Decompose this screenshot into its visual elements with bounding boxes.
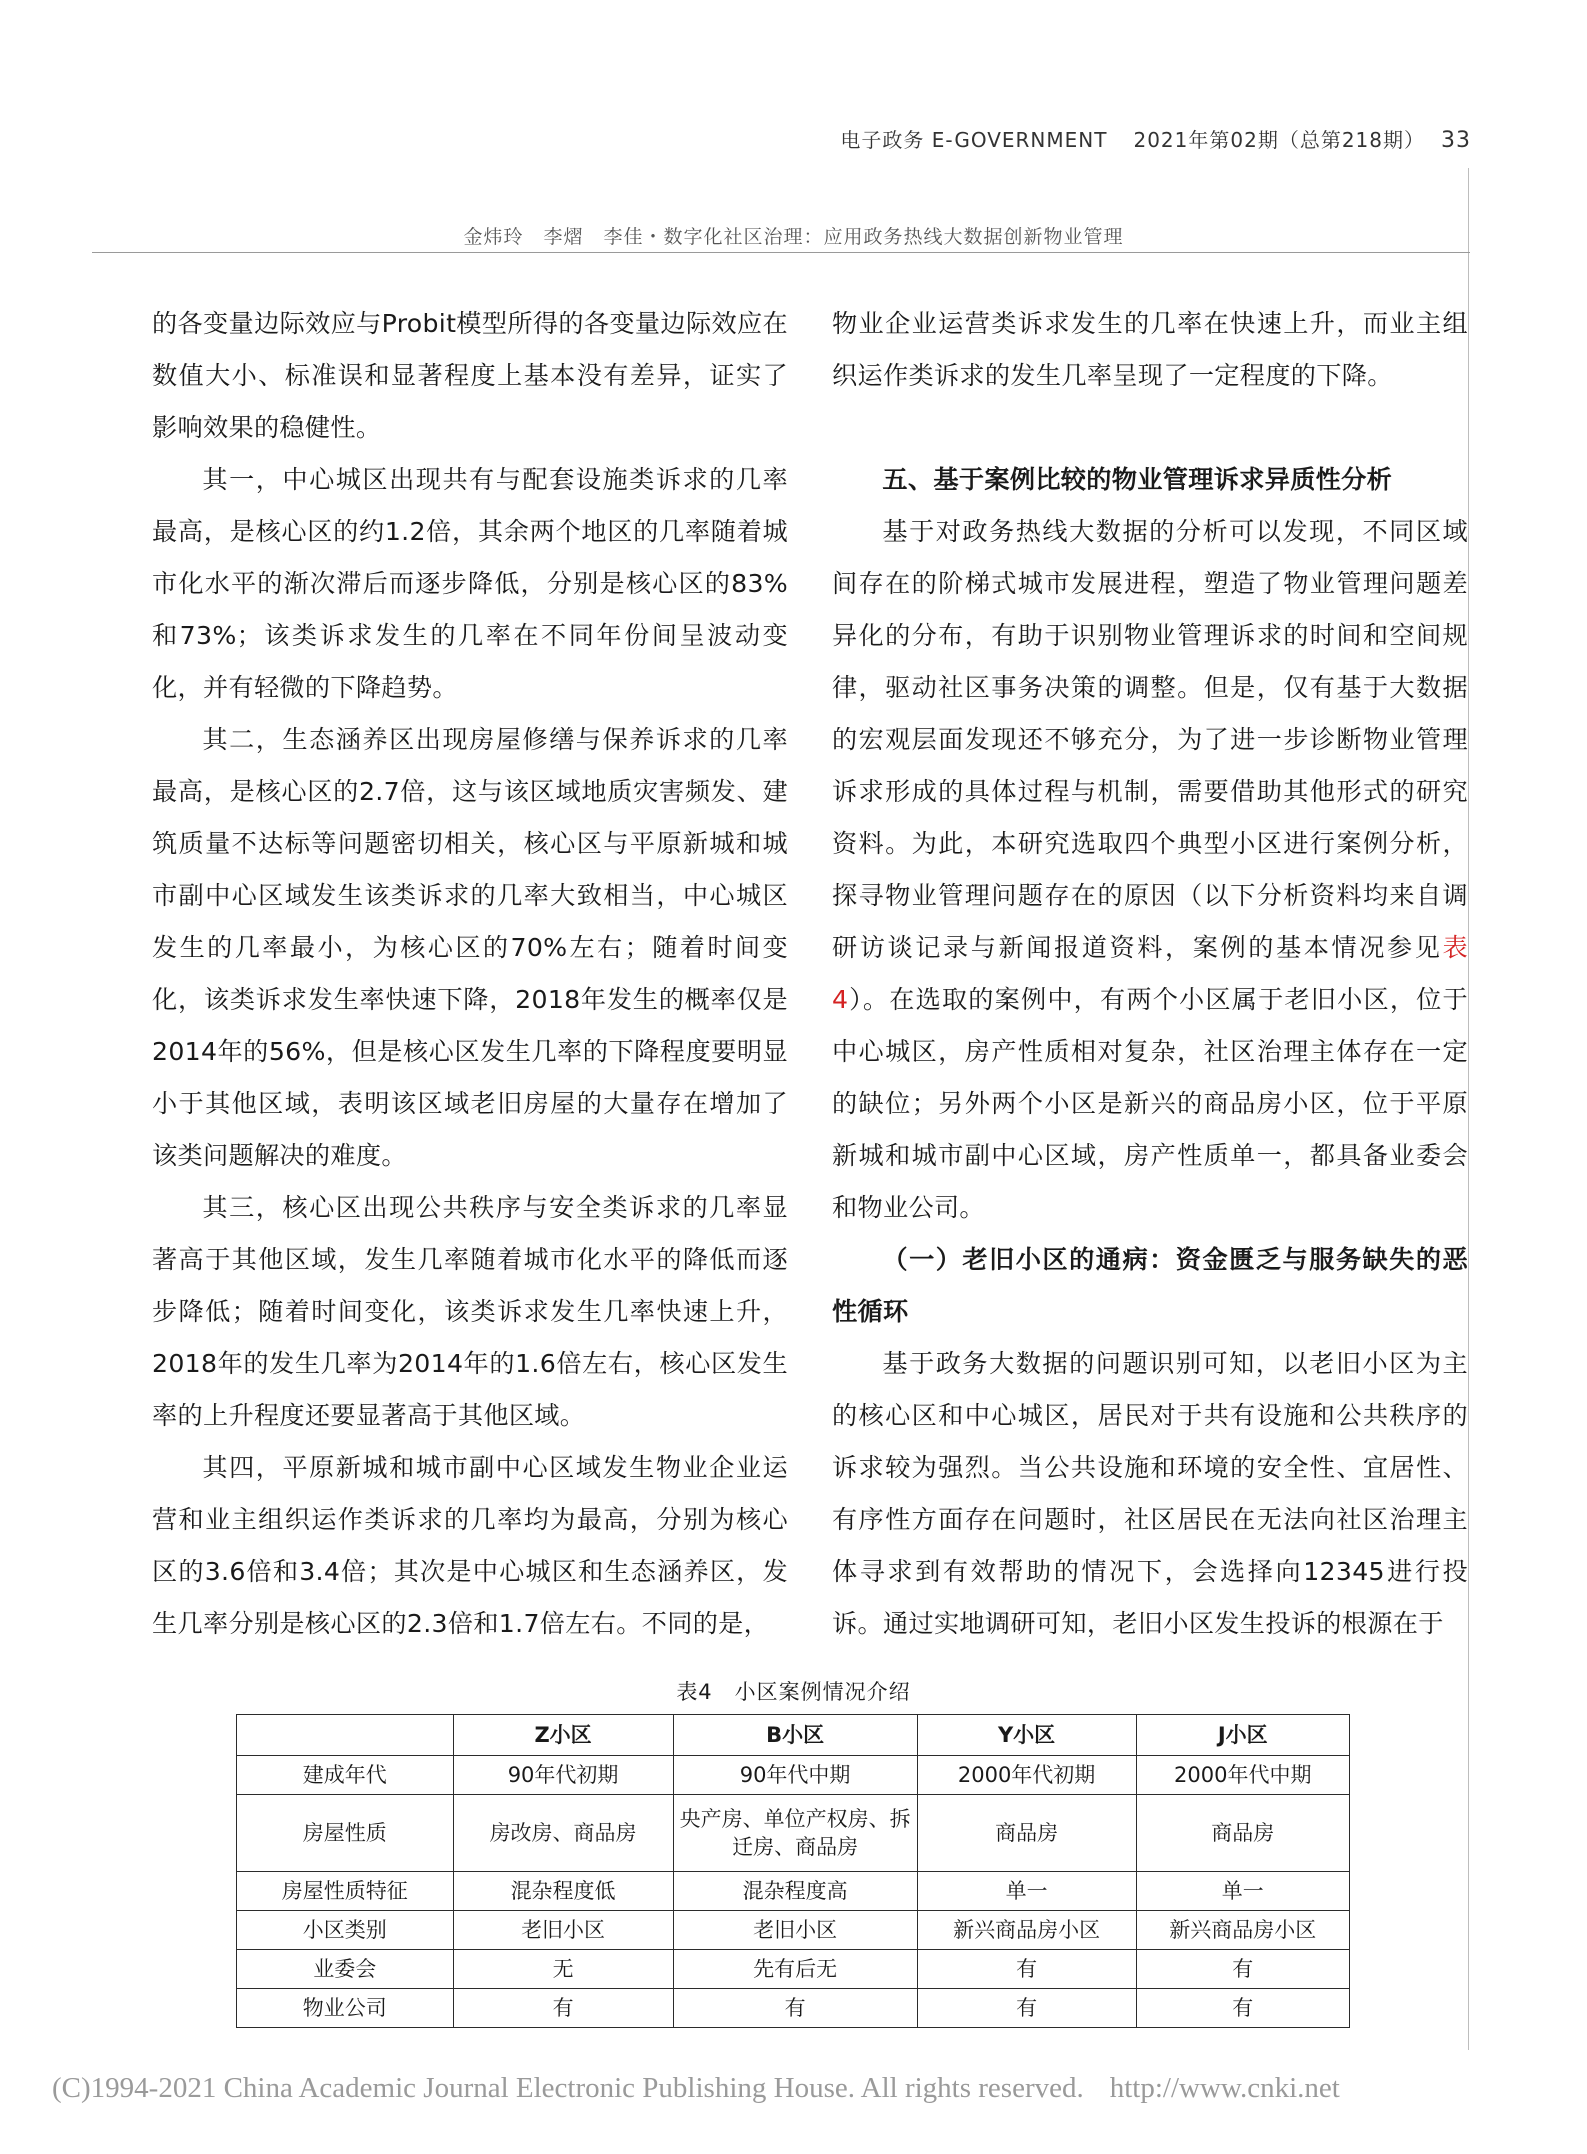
table-header-cell	[237, 1715, 454, 1756]
paragraph: 其三，核心区出现公共秩序与安全类诉求的几率显著高于其他区域，发生几率随着城市化水平的降低而逐步降低；随着时间变化，该类诉求发生几率快速上升，2018年的发生几率为2014年的1.6倍左右，核心区发生率的上升程度还要显著高于其他区域。	[152, 1193, 788, 1430]
paragraph: 其四，平原新城和城市副中心区域发生物业企业运营和业主组织运作类诉求的几率均为最高，分别为核心区的3.6倍和3.4倍；其次是中心城区和生态涵养区，发生几率分别是核心区的2.3倍和1.7倍左右。不同的是，	[152, 1453, 788, 1638]
cnki-url-link[interactable]: http://www.cnki.net	[1109, 2072, 1340, 2104]
table-cell: 老旧小区	[673, 1911, 917, 1950]
table-cell: 有	[1136, 1950, 1349, 1989]
table-cell: 单一	[917, 1872, 1136, 1911]
table-cell: 有	[453, 1989, 673, 2028]
table-header-cell: J小区	[1136, 1715, 1349, 1756]
paragraph: 基于政务大数据的问题识别可知，以老旧小区为主的核心区和中心城区，居民对于共有设施和公共秩序的诉求较为强烈。当公共设施和环境的安全性、宜居性、有序性方面存在问题时，社区居民在无法向社区治理主体寻求到有效帮助的情况下，会选择向12345进行投诉。通过实地调研可知，老旧小区发生投诉的根源在于	[832, 1349, 1468, 1638]
table-row	[237, 1795, 1350, 1872]
table-row	[237, 1989, 1350, 2028]
header-divider	[92, 252, 1470, 253]
table-cell: 混杂程度低	[453, 1872, 673, 1911]
copyright-footer	[52, 2072, 1340, 2105]
table-row	[237, 1872, 1350, 1911]
table-cell: 房屋性质	[237, 1795, 454, 1872]
journal-name: 电子政务 E-GOVERNMENT	[840, 128, 1108, 152]
table-cell: 物业公司	[237, 1989, 454, 2028]
section-heading: 五、基于案例比较的物业管理诉求异质性分析	[882, 465, 1393, 494]
table-cell: 房屋性质特征	[237, 1872, 454, 1911]
table-cell: 有	[917, 1950, 1136, 1989]
table-cell: 老旧小区	[453, 1911, 673, 1950]
table-cell: 新兴商品房小区	[1136, 1911, 1349, 1950]
left-column	[152, 298, 788, 1650]
case-table	[236, 1714, 1350, 2028]
table-cell: 有	[917, 1989, 1136, 2028]
table-cell: 90年代中期	[673, 1756, 917, 1795]
table-row	[237, 1756, 1350, 1795]
table-caption: 表4 小区案例情况介绍	[676, 1680, 911, 1704]
table-reference-link[interactable]: 表4	[832, 933, 1468, 1014]
table-cell: 央产房、单位产权房、拆迁房、商品房	[673, 1795, 917, 1872]
copyright-text: (C)1994-2021 China Academic Journal Electronic Publishing House. All rights reserved.	[52, 2072, 1084, 2104]
table-header-row	[237, 1715, 1350, 1756]
paragraph	[832, 506, 1468, 1234]
table-header-cell: Y小区	[917, 1715, 1136, 1756]
paragraph: 的各变量边际效应与Probit模型所得的各变量边际效应在数值大小、标准误和显著程度上基本没有差异，证实了影响效果的稳健性。	[152, 309, 788, 442]
running-title: 金炜玲 李熠 李佳・数字化社区治理：应用政务热线大数据创新物业管理	[463, 226, 1124, 248]
subsection-heading: （一）老旧小区的通病：资金匮乏与服务缺失的恶性循环	[832, 1245, 1468, 1326]
paragraph-text: 基于对政务热线大数据的分析可以发现，不同区域间存在的阶梯式城市发展进程，塑造了物业管理问题差异化的分布，有助于识别物业管理诉求的时间和空间规律，驱动社区事务决策的调整。但是，仅有基于大数据的宏观层面发现还不够充分，为了进一步诊断物业管理诉求形成的具体过程与机制，需要借助其他形式的研究资料。为此，本研究选取四个典型小区进行案例分析，探寻物业管理问题存在的原因（以下分析资料均来自调研访谈记录与新闻报道资料，案例的基本情况参见	[832, 517, 1468, 962]
section-spacer	[832, 402, 1468, 454]
paragraph: 其二，生态涵养区出现房屋修缮与保养诉求的几率最高，是核心区的2.7倍，这与该区域地质灾害频发、建筑质量不达标等问题密切相关，核心区与平原新城和城市副中心区域发生该类诉求的几率大致相当，中心城区发生的几率最小，为核心区的70%左右；随着时间变化，该类诉求发生率快速下降，2018年发生的概率仅是2014年的56%，但是核心区发生几率的下降程度要明显小于其他区域，表明该区域老旧房屋的大量存在增加了该类问题解决的难度。	[152, 725, 788, 1170]
table-cell: 先有后无	[673, 1950, 917, 1989]
table-cell: 业委会	[237, 1950, 454, 1989]
table-header-cell: B小区	[673, 1715, 917, 1756]
paragraph-text: ）。在选取的案例中，有两个小区属于老旧小区，位于中心城区，房产性质相对复杂，社区治理主体存在一定的缺位；另外两个小区是新兴的商品房小区，位于平原新城和城市副中心区域，房产性质单一，都具备业委会和物业公司。	[832, 985, 1468, 1222]
table-cell: 混杂程度高	[673, 1872, 917, 1911]
table-cell: 有	[1136, 1989, 1349, 2028]
right-column	[832, 298, 1468, 1650]
table-cell: 新兴商品房小区	[917, 1911, 1136, 1950]
table-cell: 有	[673, 1989, 917, 2028]
table-cell: 房改房、商品房	[453, 1795, 673, 1872]
paragraph: 物业企业运营类诉求发生的几率在快速上升，而业主组织运作类诉求的发生几率呈现了一定程度的下降。	[832, 309, 1468, 390]
page-number: 33	[1441, 128, 1471, 153]
table-cell: 商品房	[1136, 1795, 1349, 1872]
table-cell: 建成年代	[237, 1756, 454, 1795]
table-cell: 2000年代中期	[1136, 1756, 1349, 1795]
journal-header	[840, 124, 1471, 153]
table-cell: 2000年代初期	[917, 1756, 1136, 1795]
table-header-cell: Z小区	[453, 1715, 673, 1756]
table-cell: 小区类别	[237, 1911, 454, 1950]
table-cell: 单一	[1136, 1872, 1349, 1911]
table-cell: 商品房	[917, 1795, 1136, 1872]
table-cell: 90年代初期	[453, 1756, 673, 1795]
issue-info: 2021年第02期（总第218期）	[1133, 128, 1425, 152]
table-row	[237, 1950, 1350, 1989]
paragraph: 其一，中心城区出现共有与配套设施类诉求的几率最高，是核心区的约1.2倍，其余两个地区的几率随着城市化水平的渐次滞后而逐步降低，分别是核心区的83%和73%；该类诉求发生的几率在不同年份间呈波动变化，并有轻微的下降趋势。	[152, 465, 788, 702]
table-cell: 无	[453, 1950, 673, 1989]
table-row	[237, 1911, 1350, 1950]
vertical-rule	[1468, 168, 1469, 2050]
